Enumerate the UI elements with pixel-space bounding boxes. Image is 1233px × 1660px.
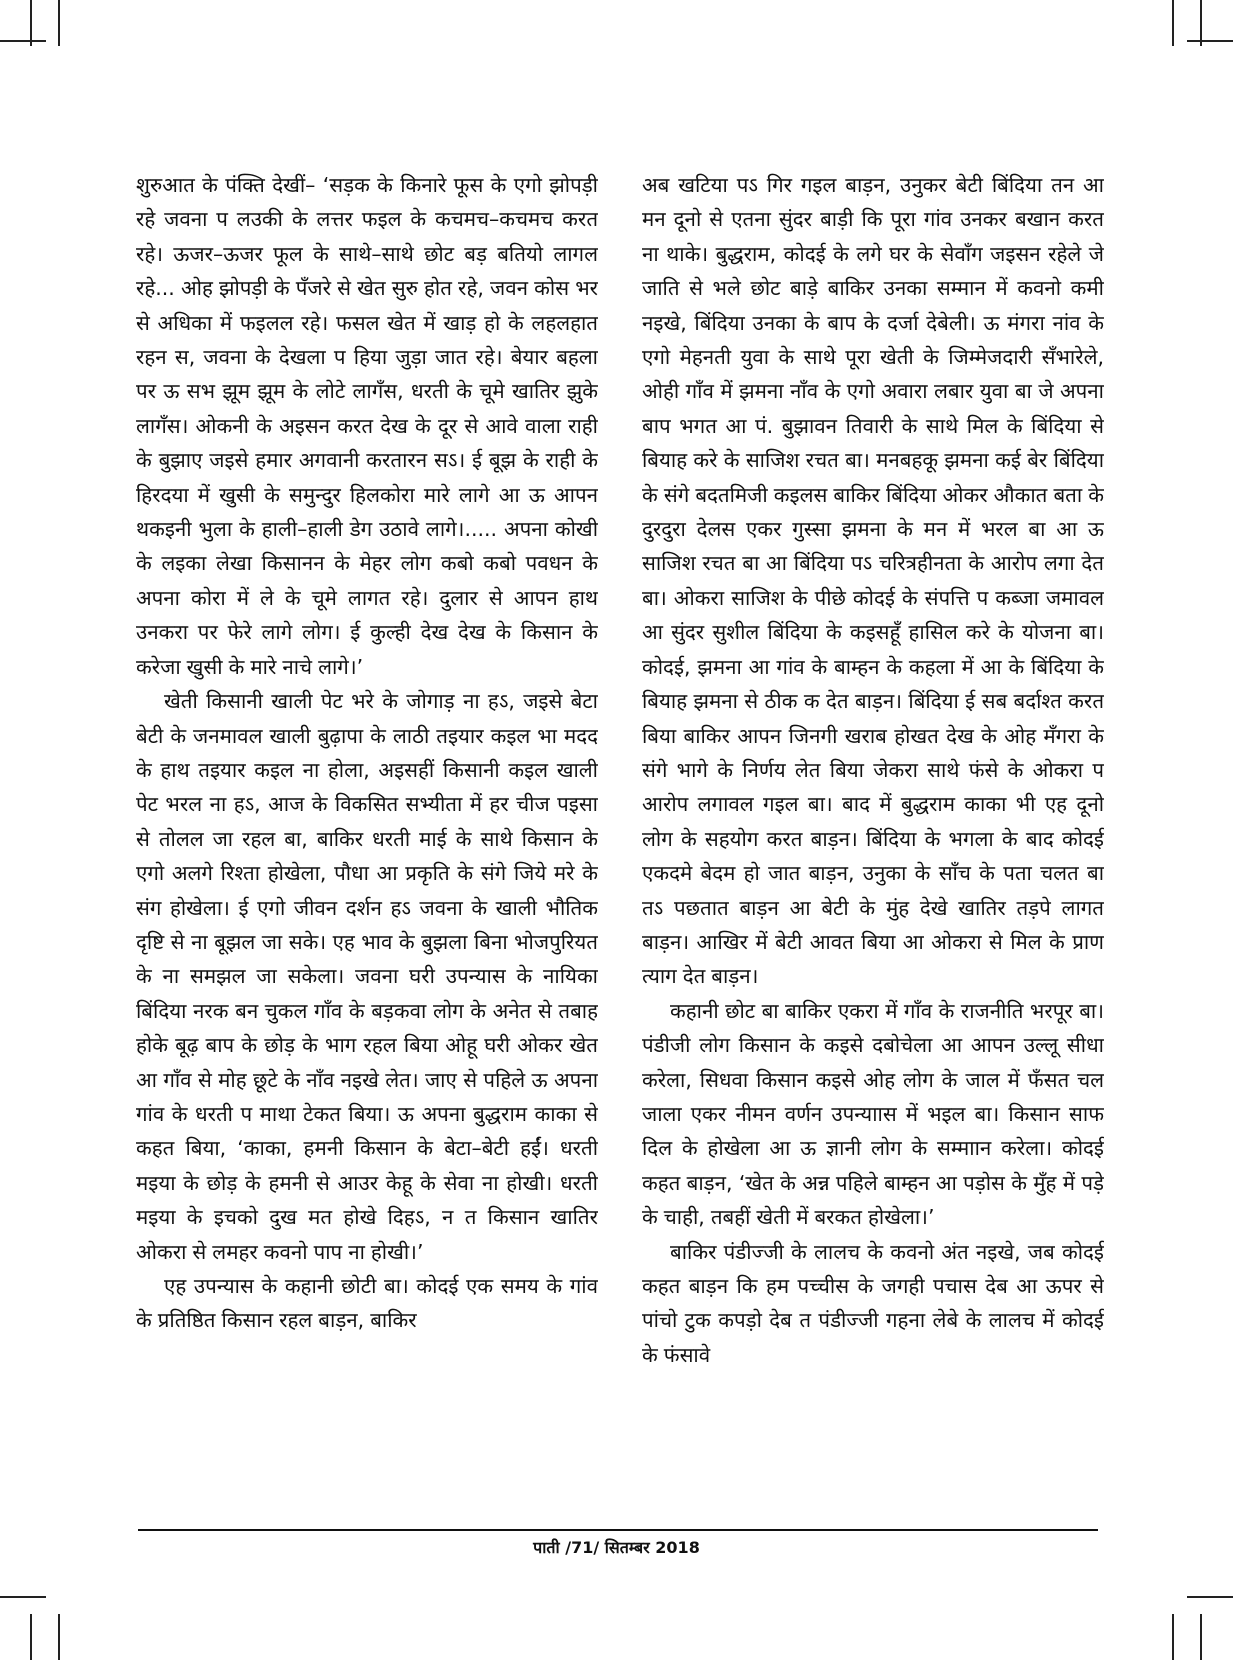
crop-mark — [0, 40, 46, 42]
page-footer: पाती /71/ सितम्बर 2018 — [533, 1538, 700, 1557]
paragraph: एह उपन्यास के कहानी छोटी बा। कोदई एक समय के गांव के प्रतिष्ठित किसान रहल बाड़न, बाकिर — [136, 1274, 598, 1333]
crop-mark — [1200, 1614, 1202, 1660]
paragraph: शुरुआत के पंक्ति देखीं– ‘सड़क के किनारे फूस के एगो झोपड़ी रहे जवना प लउकी के लत्तर फइल के कचमच–कचमच करत रहे। ऊजर–ऊजर फूल के साथे–साथे छोट बड़ बतियो लागल रहे... ओह झोपड़ी के पँजरे से खेत सुरु होत रहे, जवन कोस भर से अधिका में फइलल रहे। फसल खेत में खाड़ हो के लहलहात रहन स, जवना के देखला प हिया जुड़ा जात रहे। बेयार बहला पर ऊ सभ झूम झूम के लोटे लागँस, धरती के चूमे खातिर झुके लागँस। ओकनी के अइसन करत देख के दूर से आवे वाला राही के बुझाए जइसे हमार अगवानी करतारन सऽ। ई बूझ के राही के हिरदया में खुसी के समुन्दुर हिलकोरा मारे लागे आ ऊ आपन थकइनी भुला के हाली–हाली डेग उठावे लागे।..... अपना कोखी के लइका लेखा किसानन के मेहर लोग कबो कबो पवधन के अपना कोरा में ले के चूमे लागत रहे। दुलार से आपन हाथ उनकरा पर फेरे लागे लोग। ई कुल्ही देख देख के किसान के करेजा खुसी के मारे नाचे लागे।’ — [136, 173, 598, 679]
crop-mark — [1187, 40, 1233, 42]
right-column — [642, 168, 1104, 1522]
crop-mark — [0, 1596, 46, 1598]
crop-mark — [1187, 1596, 1233, 1598]
paragraph: कहानी छोट बा बाकिर एकरा में गाँव के राजनीति भरपूर बा। पंडीजी लोग किसान के कइसे दबोचेला आ आपन उल्लू सीधा करेला, सिधवा किसान कइसे ओह लोग के जाल में फँसत चल जाला एकर नीमन वर्णन उपन्याास में भइल बा। किसान साफ दिल के होखेला आ ऊ ज्ञानी लोग के सम्माान करेला। कोदई कहत बाड़न, ‘खेत के अन्न पहिले बाम्हन आ पड़ोस के मुँह में पड़े के चाही, तबहीं खेती में बरकत होखेला।’ — [642, 998, 1104, 1230]
left-column — [136, 168, 598, 1522]
footer-rule — [138, 1529, 1098, 1531]
crop-mark — [58, 0, 60, 46]
paragraph: खेती किसानी खाली पेट भरे के जोगाड़ ना हऽ, जइसे बेटा बेटी के जनमावल खाली बुढ़ापा के लाठी तइयार कइल भा मदद के हाथ तइयार कइल ना होला, अइसहीं किसानी कइल खाली पेट भरल ना हऽ, आज के विकसित सभ्यीता में हर चीज पइसा से तोलल जा रहल बा, बाकिर धरती माई के साथे किसान के एगो अलगे रिश्ता होखेला, पौधा आ प्रकृति के संगे जिये मरे के संग होखेला। ई एगो जीवन दर्शन हऽ जवना के खाली भौतिक दृष्टि से ना बूझल जा सके। एह भाव के बुझला बिना भोजपुरियत के ना समझल जा सकेला। जवना घरी उपन्यास के नायिका बिंदिया नरक बन चुकल गाँव के बड़कवा लोग के अनेत से तबाह होके बूढ़ बाप के छोड़ के भाग रहल बिया ओहू घरी ओकर खेत आ गाँव से मोह छूटे के नाँव नइखे लेत। जाए से पहिले ऊ अपना गांव के धरती प माथा टेकत बिया। ऊ अपना बुद्धराम काका से कहत बिया, ‘काका, हमनी किसान के बेटा–बेटी हईं। धरती मइया के छोड़ के हमनी से आउर केहू के सेवा ना होखी। धरती मइया के इचको दुख मत होखे दिहऽ, न त किसान खातिर ओकरा से लमहर कवनो पाप ना होखी।’ — [136, 689, 598, 1264]
paragraph: बाकिर पंडीज्जी के लालच के कवनो अंत नइखे, जब कोदई कहत बाड़न कि हम पच्चीस के जगही पचास देब आ ऊपर से पांचो टुक कपड़ो देब त पंडीज्जी गहना लेबे के लालच में कोदई के फंसावे — [642, 1239, 1104, 1367]
article-body — [136, 168, 1104, 1522]
crop-mark — [30, 1614, 32, 1660]
crop-mark — [58, 1614, 60, 1660]
crop-mark — [1172, 1614, 1174, 1660]
paragraph: अब खटिया पऽ गिर गइल बाड़न, उनुकर बेटी बिंदिया तन आ मन दूनो से एतना सुंदर बाड़ी कि पूरा गांव उनकर बखान करत ना थाके। बुद्धराम, कोदई के लगे घर के सेवाँग जइसन रहेले जे जाति से भले छोट बाड़े बाकिर उनका सम्मान में कवनो कमी नइखे, बिंदिया उनका के बाप के दर्जा देबेली। ऊ मंगरा नांव के एगो मेहनती युवा के साथे पूरा खेती के जिम्मेजदारी सँभारेले, ओही गाँव में झमना नाँव के एगो अवारा लबार युवा बा जे अपना बाप भगत आ पं. बुझावन तिवारी के साथे मिल के बिंदिया से बियाह करे के साजिश रचत बा। मनबहकू झमना कई बेर बिंदिया के संगे बदतमिजी कइलस बाकिर बिंदिया ओकर औकात बता के दुरदुरा देलस एकर गुस्सा झमना के मन में भरल बा आ ऊ साजिश रचत बा आ बिंदिया पऽ चरित्रहीनता के आरोप लगा देत बा। ओकरा साजिश के पीछे कोदई के संपत्ति प कब्जा जमावल आ सुंदर सुशील बिंदिया के कइसहूँ हासिल करे के योजना बा। कोदई, झमना आ गांव के बाम्हन के कहला में आ के बिंदिया के बियाह झमना से ठीक क देत बाड़न। बिंदिया ई सब बर्दाश्त करत बिया बाकिर आपन जिनगी खराब होखत देख के ओह मँगरा के संगे भागे के निर्णय लेत बिया जेकरा साथे फंसे के ओकरा प आरोप लगावल गइल बा। बाद में बुद्धराम काका भी एह दूनो लोग के सहयोग करत बाड़न। बिंदिया के भगला के बाद कोदई एकदमे बेदम हो जात बाड़न, उनुका के साँच के पता चलत बा तऽ पछतात बाड़न आ बेटी के मुंह देखे खातिर तड़पे लागत बाड़न। आखिर में बेटी आवत बिया आ ओकरा से मिल के प्राण त्याग देत बाड़न। — [642, 173, 1104, 989]
crop-mark — [1172, 0, 1174, 46]
